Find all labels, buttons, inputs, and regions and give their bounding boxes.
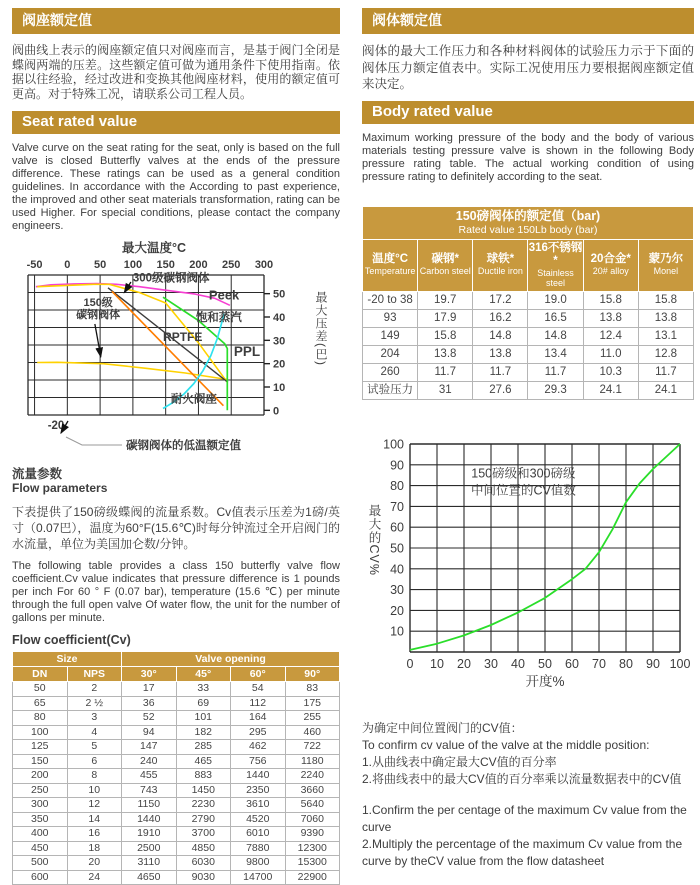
section-header-seat-en: Seat rated value [12,111,340,134]
cv-table-cell: 4520 [231,812,286,827]
seat-x-tick-label: 300 [254,259,274,271]
section-header-seat-cn: 阀座额定值 [12,8,340,34]
body-column-header: 温度°C Temperature [363,239,418,291]
seat-x-tick-label: 100 [123,259,143,271]
cv-table-cell: 9030 [176,870,231,885]
body-rated-value-table [362,206,694,400]
seat-paragraph-en: Valve curve on the seat rating for the seat, only is based on the full valve is closed Butterfly valves at the ends of the pressure difference. These ratings can be used as a general condition guidelines. In accordance with the According to past experience, the improved and other seat materials transformation, rating can be used Higher. For special conditions, please contact the company engineers. [12,142,340,232]
cv-table-cell: 50 [13,682,68,697]
cv-table-cell: 65 [13,696,68,711]
flow-parameters-heading [12,467,340,495]
cv-table-cell: 3610 [231,798,286,813]
cv-table-cell: 600 [13,870,68,885]
flow-coefficient-table [12,651,340,885]
body-table-title: 150磅阀体的额定值（bar) Rated value 150Lb body (bar) [363,206,694,239]
cv-table-cell: 722 [285,740,340,755]
cv-column-header: DN [13,667,68,682]
cv-table-row [13,798,340,813]
body-column-header: 316不锈钢* Stainless steel [528,239,583,291]
cv-x-tick-label: 40 [511,656,525,671]
cv-notes [362,720,694,870]
body-table-cell: 14.8 [528,327,583,345]
cv-percentage-chart-svg [362,434,694,700]
cv-table-cell: 14700 [231,870,286,885]
cv-table-cell: 22900 [285,870,340,885]
body-table-cell: 16.2 [473,309,528,327]
cv-table-row [13,827,340,842]
cv-table-cell: 164 [231,711,286,726]
cv-table-cell: 455 [122,769,177,784]
cv-table-row [13,696,340,711]
cv-percentage-chart [362,434,694,700]
body-table-cell: 15.8 [583,291,638,309]
cv-note-line: 1.从曲线表中确定最大CV值的百分率 [362,754,557,769]
cv-table-cell: 9390 [285,827,340,842]
cv-table-cell: 33 [176,682,231,697]
cv-table-row [13,783,340,798]
seat-x-tick-label: 0 [64,259,71,271]
cv-table-cell: 883 [176,769,231,784]
cv-x-tick-label: 90 [646,656,660,671]
seat-y-tick-label: 0 [273,405,280,418]
seat-x-tick-label: 250 [222,259,241,271]
cv-x-tick-label: 50 [538,656,552,671]
cv-table-cell: 52 [122,711,177,726]
seat-annotation-minus20: -20 [47,420,65,432]
body-table-cell: 16.5 [528,309,583,327]
cv-x-tick-label: 100 [669,656,691,671]
seat-x-tick-label: 150 [156,259,175,271]
cv-table-cell: 6010 [231,827,286,842]
body-table-cell: -20 to 38 [363,291,418,309]
cv-table-cell: 18 [67,841,122,856]
cv-note-line: 2.Multiply the percentage of the maximum Cv value from the curve by theCV value from the flow datasheet [362,836,683,868]
cv-table-cell: 2230 [176,798,231,813]
cv-table-cell: 80 [13,711,68,726]
body-table-cell: 10.3 [583,363,638,381]
cv-table-row [13,754,340,769]
cv-y-tick-label: 40 [390,561,404,576]
cv-table-cell: 1150 [122,798,177,813]
body-table-cell: 13.4 [528,345,583,363]
body-paragraph-en: Maximum working pressure of the body and the body of various materials testing pressure valve is shown in the following Body pressure rating table. The actual working condition of using pressure rating to definitely according to the seat. [362,131,694,183]
cv-table-cell: 1450 [176,783,231,798]
body-table-row [363,327,694,345]
body-table-cell: 13.1 [638,327,693,345]
cv-note-line: 1.Confirm the per centage of the maximum Cv value from the curve [362,802,687,834]
cv-table-cell: 465 [176,754,231,769]
seat-annotation-steam: 饱和蒸汽 [195,312,242,325]
body-table-cell: 31 [418,381,473,399]
cv-table-cell: 14 [67,812,122,827]
cv-table-cell: 69 [176,696,231,711]
body-table-cell: 11.7 [418,363,473,381]
seat-y-tick-label: 10 [273,382,286,394]
seat-annotation-rptfe: RPTFE [163,329,203,344]
body-table-cell: 24.1 [638,381,693,399]
cv-table-row [13,711,340,726]
seat-annotation-c150: 150级碳钢阀体 [76,296,121,321]
body-table-cell: 12.4 [583,327,638,345]
seat-annotation-peek: Peek [208,287,240,303]
body-table-cell: 14.8 [473,327,528,345]
cv-table-cell: 147 [122,740,177,755]
body-column-header: 碳钢* Carbon steel [418,239,473,291]
cv-group-header-size: Size [13,652,122,667]
body-table-cell: 204 [363,345,418,363]
cv-column-header: 60° [231,667,286,682]
cv-y-tick-label: 20 [390,603,404,618]
cv-y-tick-label: 30 [390,582,404,597]
seat-y-tick-label: 50 [273,288,286,301]
cv-chart-ylabel: 最大的CV% [367,503,381,576]
cv-table-cell: 2 [67,682,122,697]
body-column-header: 蒙乃尔 Monel [638,239,693,291]
cv-x-tick-label: 60 [565,656,579,671]
seat-annotation-ppl: PPL [233,344,261,360]
flow-paragraph-cn: 下表提供了150磅级蝶阀的流量系数。Cv值表示压差为1磅/英寸（0.07巴），温度为60°F(15.6℃)时每分钟流过全开启阀门的水流量，单位为美国加仑数/分钟。 [12,505,340,551]
cv-table-row [13,682,340,697]
body-paragraph-cn: 阀体的最大工作压力和各种材料阀体的试验压力示于下面的阀体压力额定值表中。实际工况使用压力要根据阀座额定值来决定。 [362,44,694,91]
cv-table-cell: 350 [13,812,68,827]
cv-xlabel: 开度% [525,673,565,689]
cv-table-cell: 125 [13,740,68,755]
cv-table-cell: 2 ½ [67,696,122,711]
cv-table-cell: 6 [67,754,122,769]
body-table-cell: 24.1 [583,381,638,399]
body-table-cell: 13.8 [583,309,638,327]
cv-annotation-note: 150磅级和300磅级中间位置的CV值数 [470,465,576,497]
body-table-row [363,309,694,327]
right-column [362,8,694,870]
cv-table-cell: 12 [67,798,122,813]
cv-table-cell: 2350 [231,783,286,798]
cv-table-row [13,740,340,755]
seat-rating-chart [12,239,340,463]
cv-table-cell: 20 [67,856,122,871]
cv-table-cell: 500 [13,856,68,871]
cv-table-cell: 182 [176,725,231,740]
body-column-header: 20合金* 20# alloy [583,239,638,291]
cv-x-tick-label: 20 [457,656,471,671]
cv-table-cell: 150 [13,754,68,769]
cv-table-cell: 756 [231,754,286,769]
cv-note-line: 2.将曲线表中的最大CV值的百分率乘以流量数据表中的CV值 [362,771,682,786]
cv-table-cell: 4 [67,725,122,740]
cv-table-cell: 1440 [231,769,286,784]
cv-x-tick-label: 10 [430,656,444,671]
section-header-body-cn: 阀体额定值 [362,8,694,34]
cv-table-cell: 16 [67,827,122,842]
cv-table-cell: 400 [13,827,68,842]
body-table-cell: 29.3 [528,381,583,399]
seat-y-tick-label: 30 [273,335,286,348]
cv-table-cell: 4650 [122,870,177,885]
cv-table-cell: 54 [231,682,286,697]
cv-table-heading: Flow coefficient(Cv) [12,633,131,647]
cv-table-cell: 2790 [176,812,231,827]
body-table-cell: 149 [363,327,418,345]
cv-table-cell: 6030 [176,856,231,871]
body-table-cell: 试验压力 [363,381,418,399]
cv-table-cell: 460 [285,725,340,740]
seat-annotation-c300: 300级碳钢阀体 [132,272,210,285]
cv-table-cell: 3700 [176,827,231,842]
cv-table-cell: 17 [122,682,177,697]
cv-column-header: 90° [285,667,340,682]
body-table-row [363,363,694,381]
body-table-cell: 93 [363,309,418,327]
left-column [12,8,340,885]
body-table-cell: 15.8 [418,327,473,345]
cv-note-line: 为确定中间位置阀门的CV值： [362,720,523,735]
cv-y-tick-label: 60 [390,520,404,535]
body-table-cell: 17.2 [473,291,528,309]
seat-chart-ylabel: 最大压差(巴) [314,291,328,366]
body-table-cell: 17.9 [418,309,473,327]
seat-rating-chart-svg [12,239,312,463]
body-table-cell: 11.7 [473,363,528,381]
seat-y-tick-label: 20 [273,358,286,371]
cv-table-cell: 200 [13,769,68,784]
cv-y-tick-label: 80 [390,478,404,493]
body-table-cell: 12.8 [638,345,693,363]
body-table-cell: 15.8 [638,291,693,309]
body-table-cell: 11.7 [638,363,693,381]
cv-table-cell: 101 [176,711,231,726]
cv-y-tick-label: 100 [383,437,404,451]
seat-x-tick-label: -50 [26,259,43,271]
cv-y-tick-label: 10 [390,624,404,639]
cv-y-tick-label: 90 [390,457,404,472]
cv-table-cell: 4850 [176,841,231,856]
seat-annotation-lowtemp: 碳钢阀体的低温额定值 [126,440,241,452]
cv-y-tick-label: 70 [390,499,404,514]
cv-table-cell: 3110 [122,856,177,871]
cv-table-cell: 8 [67,769,122,784]
cv-table-cell: 2240 [285,769,340,784]
cv-table-cell: 112 [231,696,286,711]
cv-table-cell: 7060 [285,812,340,827]
seat-x-tick-label: 200 [189,259,208,271]
cv-table-cell: 462 [231,740,286,755]
cv-table-cell: 24 [67,870,122,885]
cv-table-row [13,725,340,740]
cv-table-cell: 1440 [122,812,177,827]
cv-table-cell: 2500 [122,841,177,856]
seat-y-tick-label: 40 [273,312,286,324]
cv-table-row [13,841,340,856]
cv-table-cell: 175 [285,696,340,711]
cv-table-cell: 1910 [122,827,177,842]
cv-table-cell: 5 [67,740,122,755]
cv-table-cell: 3 [67,711,122,726]
cv-table-cell: 10 [67,783,122,798]
body-table-cell: 13.8 [473,345,528,363]
cv-table-cell: 295 [231,725,286,740]
cv-table-cell: 300 [13,798,68,813]
cv-table-cell: 83 [285,682,340,697]
body-table-row [363,345,694,363]
body-table-cell: 19.7 [418,291,473,309]
cv-table-cell: 743 [122,783,177,798]
cv-table-cell: 9800 [231,856,286,871]
cv-column-header: NPS [67,667,122,682]
section-header-body-en: Body rated value [362,101,694,124]
cv-column-header: 45° [176,667,231,682]
body-table-cell: 19.0 [528,291,583,309]
cv-y-tick-label: 50 [390,541,404,555]
cv-table-cell: 3660 [285,783,340,798]
cv-x-tick-label: 0 [406,656,414,671]
cv-note-line: To confirm cv value of the valve at the middle position: [362,737,650,752]
seat-paragraph-cn: 阀曲线上表示的阀座额定值只对阀座而言，是基于阀门全闭是蝶阀两端的压差。这些额定值可做为通用条件下使用指南。依据以往经验，经过改进和变换其他阀座材料，使用的额定值可更高。对于特殊工况，请联系公司工程人员。 [12,43,340,101]
cv-table-cell: 450 [13,841,68,856]
cv-x-tick-label: 80 [619,656,633,671]
body-table-cell: 11.0 [583,345,638,363]
flow-paragraph-en: The following table provides a class 150 butterfly valve flow coefficient.Cv value indicates that pressure difference is 1 pounds per inch For 60 ° F (0.07 bar), temperature (15.6 ℃) per minute through the full open valve Of water flow, the unit for the number of gallons per minute. [12,560,340,624]
cv-table-cell: 7880 [231,841,286,856]
cv-group-header-opening: Valve opening [122,652,340,667]
cv-table-row [13,769,340,784]
cv-table-cell: 240 [122,754,177,769]
body-table-cell: 11.7 [528,363,583,381]
cv-table-cell: 285 [176,740,231,755]
body-table-cell: 260 [363,363,418,381]
body-table-cell: 13.8 [418,345,473,363]
body-table-cell: 27.6 [473,381,528,399]
cv-column-header: 30° [122,667,177,682]
cv-x-tick-label: 70 [592,656,606,671]
cv-table-cell: 1180 [285,754,340,769]
cv-table-cell: 12300 [285,841,340,856]
flow-heading-cn: 流量参数 [12,467,63,481]
seat-x-tick-label: 50 [93,259,107,271]
cv-table-cell: 15300 [285,856,340,871]
cv-table-cell: 250 [13,783,68,798]
cv-x-tick-label: 30 [484,656,498,671]
series-firesafe [112,291,223,405]
body-table-row [363,381,694,399]
seat-annotation-firesafe: 耐火阀座 [170,393,217,406]
cv-table-cell: 100 [13,725,68,740]
cv-table-row [13,870,340,885]
cv-table-cell: 36 [122,696,177,711]
body-column-header: 球铁* Ductile iron [473,239,528,291]
flow-heading-en: Flow parameters [12,481,108,495]
cv-table-row [13,812,340,827]
cv-table-cell: 5640 [285,798,340,813]
seat-chart-title: 最大温度°C [121,241,187,255]
body-table-row [363,291,694,309]
body-table-cell: 13.8 [638,309,693,327]
cv-table-row [13,856,340,871]
cv-table-cell: 255 [285,711,340,726]
cv-table-cell: 94 [122,725,177,740]
